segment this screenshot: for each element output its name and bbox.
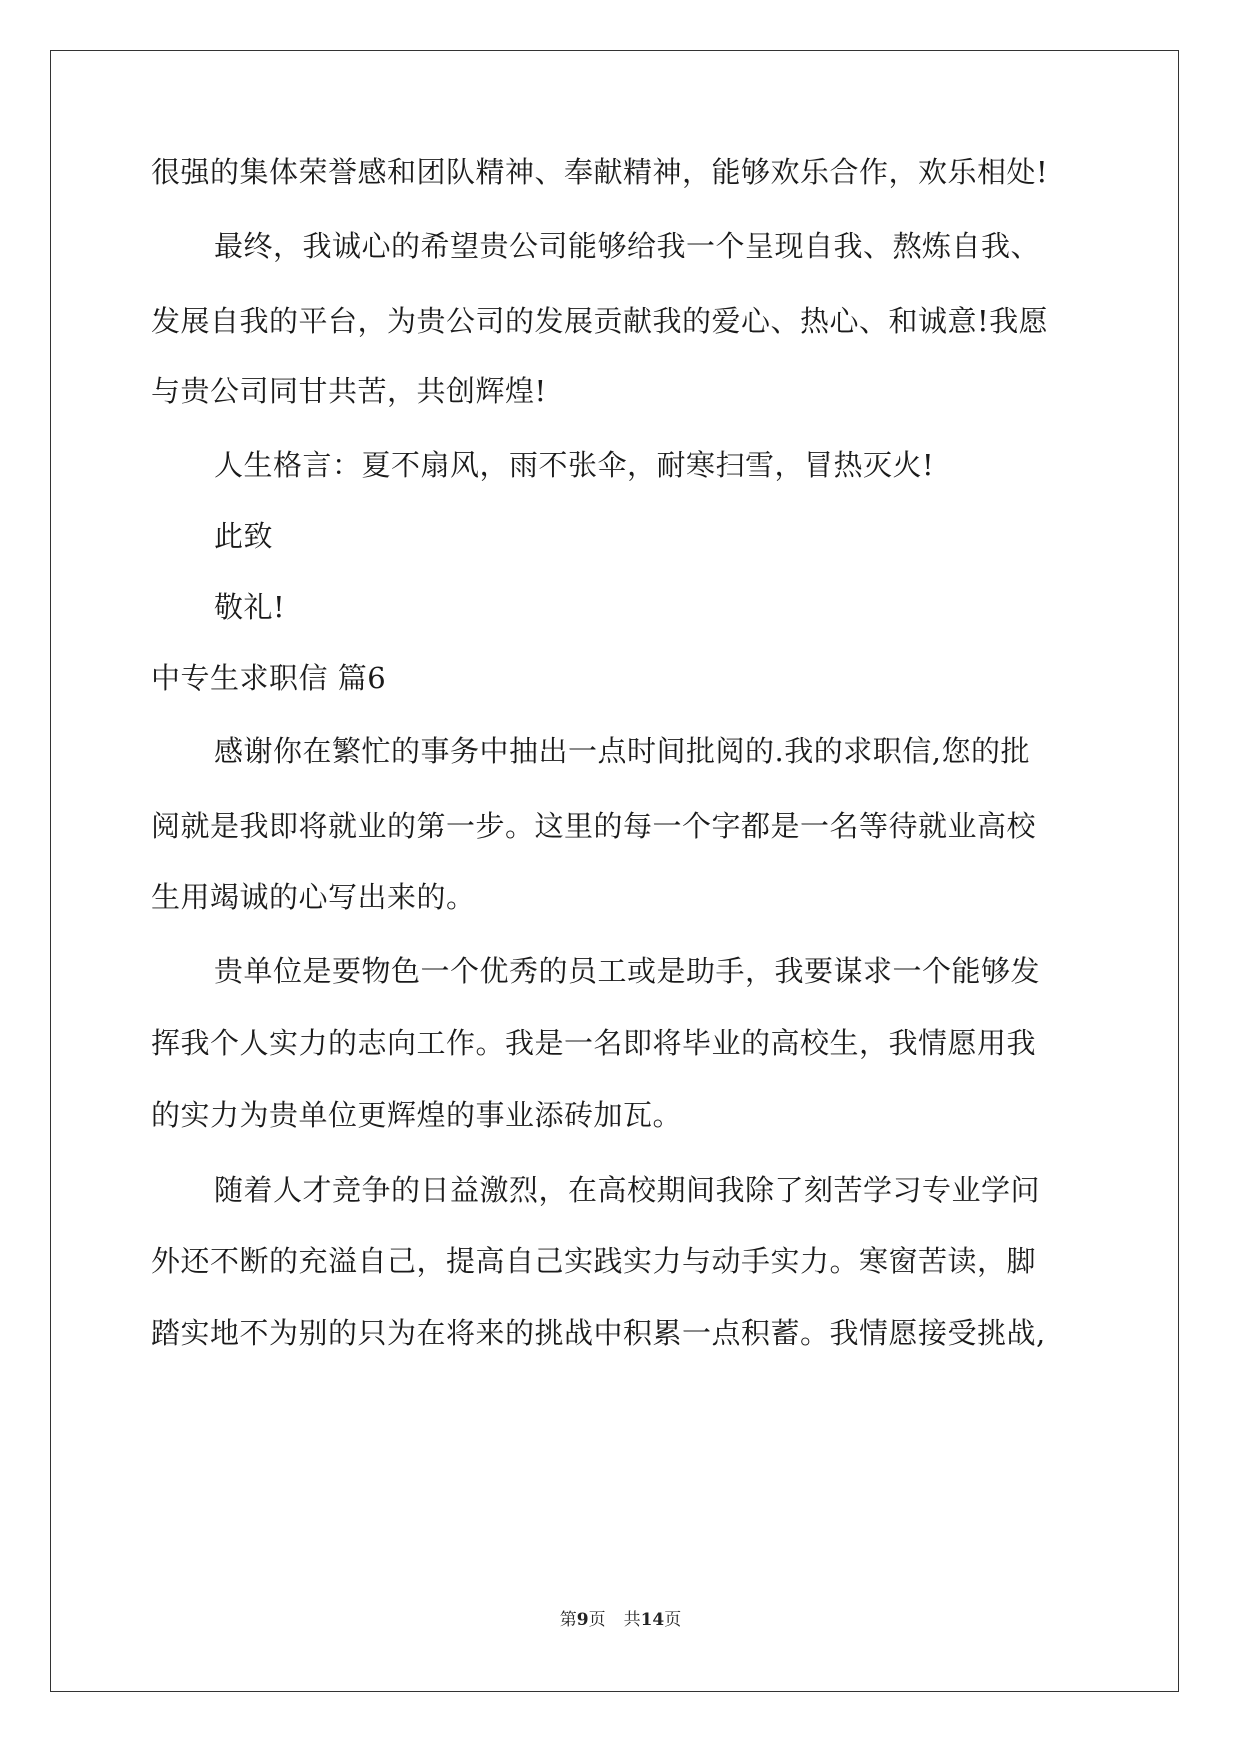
body-line: 很强的集体荣誉感和团队精神、奉献精神，能够欢乐合作，欢乐相处!	[151, 155, 1049, 189]
total-prefix: 共	[623, 1610, 641, 1630]
motto-line: 人生格言：夏不扇风，雨不张伞，耐寒扫雪，冒热灭火!	[214, 448, 935, 482]
body-line: 踏实地不为别的只为在将来的挑战中积累一点积蓄。我情愿接受挑战,	[151, 1316, 1046, 1350]
total-pages: 14	[640, 1610, 665, 1630]
page-footer	[0, 1608, 1241, 1632]
body-line: 最终，我诚心的希望贵公司能够给我一个呈现自我、熬炼自我、	[214, 229, 1041, 263]
closing-line: 此致	[214, 519, 274, 553]
body-line: 的实力为贵单位更辉煌的事业添砖加瓦。	[151, 1098, 683, 1132]
body-line: 与贵公司同甘共苦，共创辉煌!	[151, 374, 547, 408]
body-line: 发展自我的平台，为贵公司的发展贡献我的爱心、热心、和诚意!我愿	[151, 304, 1049, 338]
page-border	[50, 50, 1179, 1692]
closing-line: 敬礼!	[214, 590, 286, 624]
total-suffix: 页	[664, 1610, 682, 1630]
section-heading: 中专生求职信 篇6	[151, 661, 387, 695]
body-line: 随着人才竞争的日益激烈，在高校期间我除了刻苦学习专业学问	[214, 1173, 1041, 1207]
body-line: 贵单位是要物色一个优秀的员工或是助手，我要谋求一个能够发	[214, 954, 1041, 988]
page-prefix: 第	[559, 1610, 577, 1630]
body-line: 外还不断的充溢自己，提高自己实践实力与动手实力。寒窗苦读，脚	[151, 1244, 1037, 1278]
page-suffix: 页	[588, 1610, 606, 1630]
page-number: 9	[576, 1610, 589, 1630]
body-line: 感谢你在繁忙的事务中抽出一点时间批阅的.我的求职信,您的批	[214, 734, 1030, 768]
body-line: 生用竭诚的心写出来的。	[151, 880, 476, 914]
body-line: 挥我个人实力的志向工作。我是一名即将毕业的高校生，我情愿用我	[151, 1026, 1037, 1060]
body-line: 阅就是我即将就业的第一步。这里的每一个字都是一名等待就业高校	[151, 809, 1037, 843]
